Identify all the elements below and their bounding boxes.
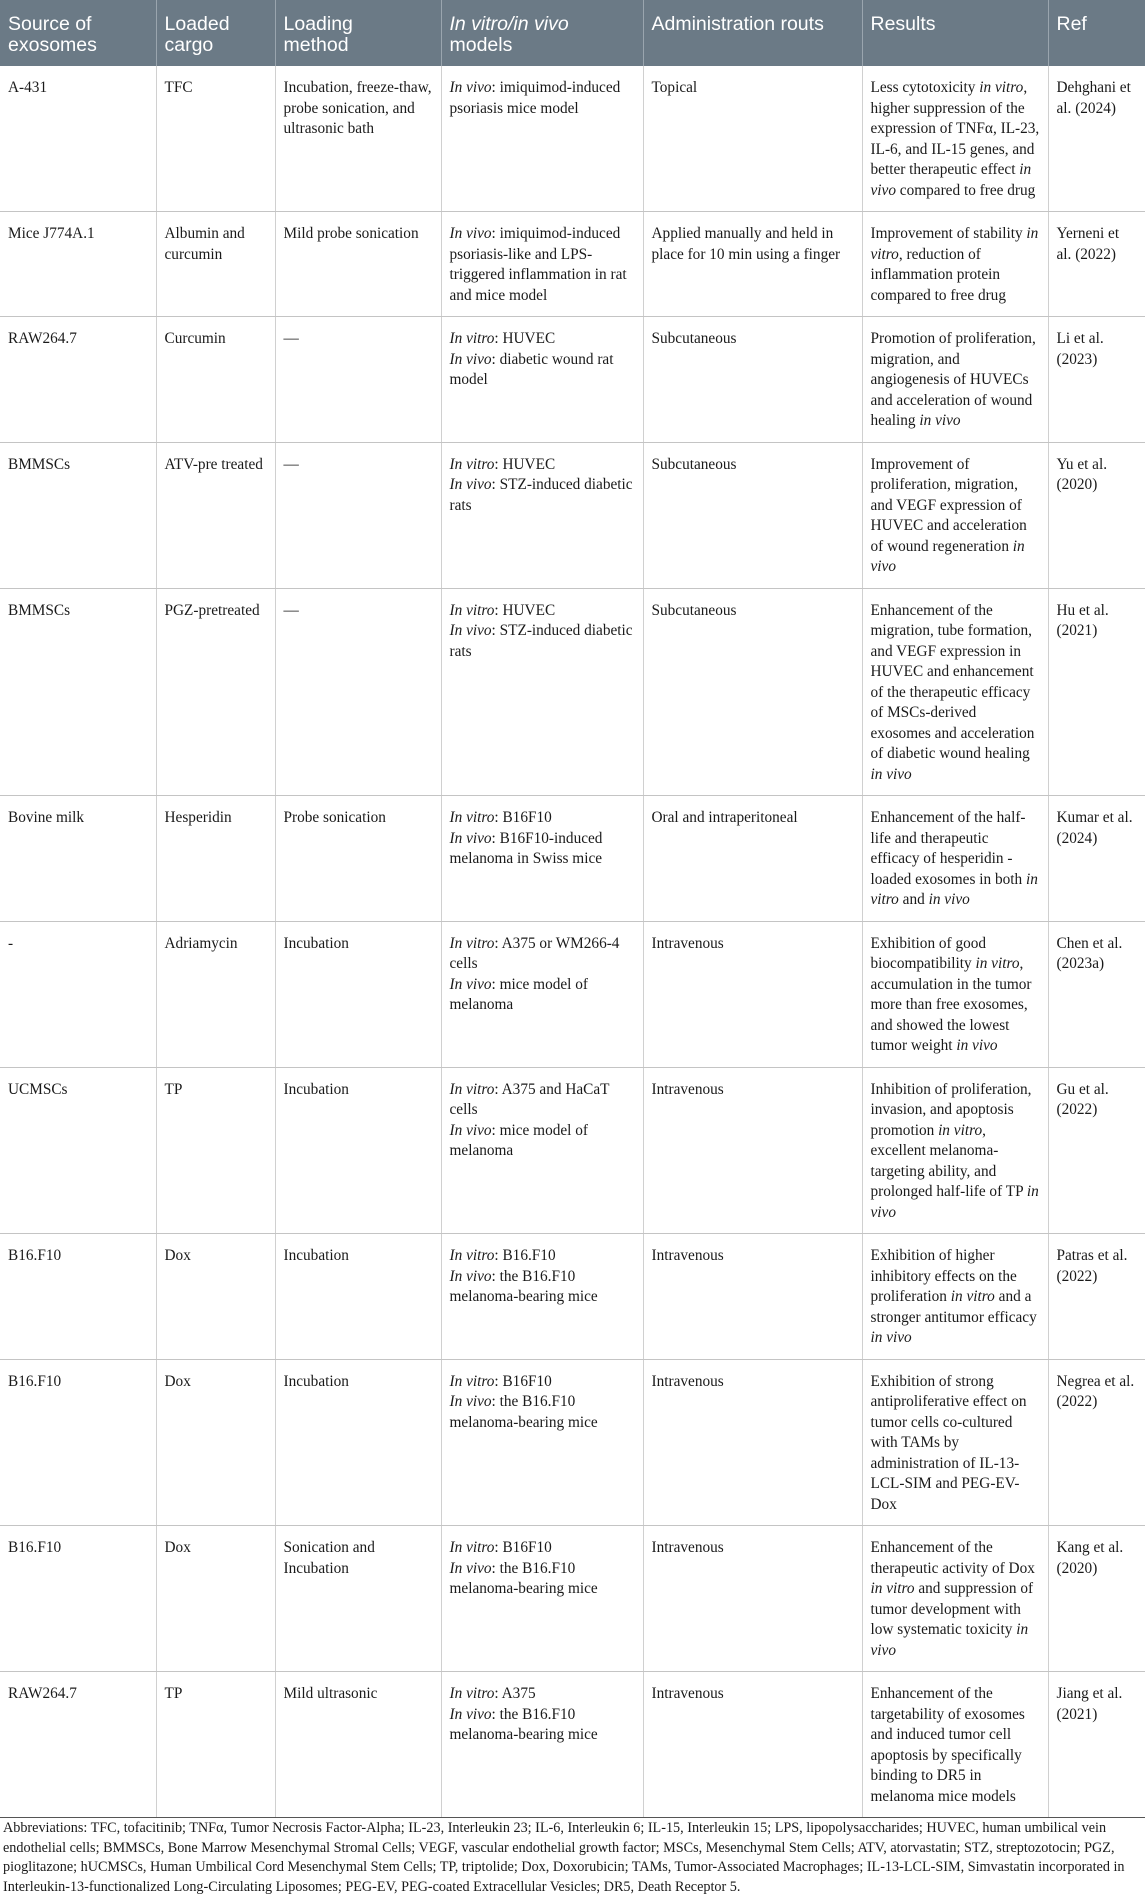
cell-ref: Negrea et al. (2022): [1048, 1359, 1145, 1526]
cell-route: Intravenous: [643, 1526, 862, 1672]
model-entry: [450, 1080, 635, 1121]
model-text: : the B16.F10 melanoma-bearing mice: [449, 1267, 598, 1305]
model-label: In vitro: [449, 601, 495, 619]
cell-results: [862, 796, 1048, 922]
model-entry: [450, 1246, 635, 1267]
cell-ref: Dehghani et al. (2024): [1048, 66, 1145, 212]
header-method-line1: Loading: [283, 13, 353, 35]
table-row: [0, 1234, 1145, 1360]
results-segment: Improvement of proliferation, migration, and VEGF expression of HUVEC and acceleration of wound regeneration: [870, 455, 1027, 555]
results-segment: in vivo: [870, 537, 1025, 575]
cell-cargo: PGZ-pretreated: [156, 588, 275, 796]
results-segment: in vivo: [870, 1183, 1039, 1221]
table-row: [0, 1359, 1145, 1526]
results-segment: Enhancement of the targetability of exosomes and induced tumor cell apoptosis by specifically binding to DR5 in melanoma mice models: [870, 1685, 1025, 1805]
results-segment: , reduction of inflammation protein compared to free drug: [870, 245, 1006, 304]
model-entry: [450, 329, 635, 350]
cell-route: Topical: [643, 66, 862, 212]
cell-method: Sonication and Incubation: [275, 1526, 441, 1672]
cell-cargo: ATV-pre treated: [156, 442, 275, 588]
cell-route: Subcutaneous: [643, 442, 862, 588]
table-body: [0, 66, 1145, 1818]
cell-ref: Yu et al. (2020): [1048, 442, 1145, 588]
model-label: In vivo: [449, 1121, 492, 1139]
cell-results: [862, 1672, 1048, 1818]
model-text: : HUVEC: [494, 330, 556, 347]
results-segment: in vivo: [870, 1621, 1029, 1659]
cell-models: [441, 317, 643, 443]
results-segment: in vitro: [950, 1288, 995, 1305]
results-segment: Exhibition of good biocompatibility: [870, 934, 987, 972]
model-text: : A375: [494, 1685, 536, 1702]
cell-source: Bovine milk: [0, 796, 156, 922]
results-segment: Improvement of stability: [870, 225, 1027, 242]
results-segment: Enhancement of the migration, tube formation, and VEGF expression in HUVEC and enhancement of the therapeutic efficacy of MSCs-derived exosomes and acceleration of diabetic wound healing: [870, 601, 1035, 762]
header-cargo-line1: Loaded: [164, 13, 230, 35]
cell-results: [862, 921, 1048, 1067]
cell-cargo: TP: [156, 1067, 275, 1234]
cell-models: [441, 1526, 643, 1672]
model-label: In vivo: [449, 1705, 492, 1723]
results-segment: , accumulation in the tumor more than free exosomes, and showed the lowest tumor weight: [870, 955, 1032, 1054]
model-label: In vivo: [449, 829, 492, 847]
model-text: : imiquimod-induced psoriasis-like and LPS-triggered inflammation in rat and mice model: [449, 225, 627, 304]
model-entry: [450, 1392, 635, 1433]
cell-method: Incubation: [275, 1359, 441, 1526]
cell-results: [862, 317, 1048, 443]
model-entry: [450, 601, 635, 622]
model-text: : B16F10-induced melanoma in Swiss mice: [449, 829, 603, 867]
cell-ref: Jiang et al. (2021): [1048, 1672, 1145, 1818]
results-segment: in vitro: [975, 955, 1020, 972]
model-entry: [450, 224, 635, 306]
header-results-line1: Results: [870, 13, 936, 35]
cell-models: [441, 1234, 643, 1360]
cell-method: —: [275, 588, 441, 796]
results-segment: in vitro: [870, 1580, 915, 1597]
cell-models: [441, 588, 643, 796]
results-segment: in vitro: [870, 870, 1038, 908]
model-label: In vivo: [449, 225, 492, 242]
results-segment: and a stronger antitumor efficacy: [870, 1288, 1037, 1326]
results-segment: in vivo: [956, 1037, 998, 1054]
model-entry: [450, 934, 635, 975]
header-cargo: [156, 0, 275, 66]
table-row: [0, 442, 1145, 588]
header-source-line2: exosomes: [8, 34, 97, 56]
header-models-line1: In vitro/in vivo: [449, 13, 569, 35]
table-row: [0, 921, 1145, 1067]
cell-route: Subcutaneous: [643, 317, 862, 443]
model-label: In vivo: [449, 1559, 492, 1577]
cell-ref: Hu et al. (2021): [1048, 588, 1145, 796]
cell-source: B16.F10: [0, 1234, 156, 1360]
header-row: [0, 0, 1145, 66]
cell-route: Subcutaneous: [643, 588, 862, 796]
cell-results: [862, 1526, 1048, 1672]
header-method: [275, 0, 441, 66]
cell-source: B16.F10: [0, 1359, 156, 1526]
model-label: In vivo: [449, 350, 492, 368]
header-source-line1: Source of: [8, 13, 92, 35]
cell-source: A-431: [0, 66, 156, 212]
model-text: : imiquimod-induced psoriasis mice model: [449, 79, 621, 117]
model-text: : the B16.F10 melanoma-bearing mice: [449, 1393, 598, 1431]
model-entry: [450, 455, 635, 476]
cell-route: Intravenous: [643, 921, 862, 1067]
cell-route: Oral and intraperitoneal: [643, 796, 862, 922]
cell-method: —: [275, 317, 441, 443]
cell-cargo: Curcumin: [156, 317, 275, 443]
cell-source: B16.F10: [0, 1526, 156, 1672]
cell-ref: Li et al. (2023): [1048, 317, 1145, 443]
header-method-line2: method: [283, 34, 349, 56]
cell-results: [862, 212, 1048, 317]
cell-ref: Yerneni et al. (2022): [1048, 212, 1145, 317]
cell-source: RAW264.7: [0, 1672, 156, 1818]
model-text: : diabetic wound rat model: [449, 350, 614, 388]
model-entry: [450, 975, 635, 1016]
cell-models: [441, 212, 643, 317]
model-entry: [450, 1267, 635, 1308]
results-segment: in vivo: [870, 161, 1032, 199]
model-text: : A375 or WM266-4 cells: [449, 934, 620, 972]
header-route: [643, 0, 862, 66]
table-row: [0, 588, 1145, 796]
results-segment: , excellent melanoma-targeting ability, and prolonged half-life of TP: [870, 1121, 1027, 1200]
cell-route: Intravenous: [643, 1359, 862, 1526]
model-label: In vivo: [449, 79, 492, 96]
results-segment: Less cytotoxicity: [870, 79, 980, 96]
model-text: : STZ-induced diabetic rats: [449, 622, 633, 660]
cell-models: [441, 921, 643, 1067]
cell-cargo: Adriamycin: [156, 921, 275, 1067]
results-segment: in vivo: [870, 765, 912, 783]
cell-method: Mild ultrasonic: [275, 1672, 441, 1818]
cell-models: [441, 1672, 643, 1818]
model-entry: [450, 1705, 635, 1746]
results-segment: compared to free drug: [895, 181, 1036, 199]
header-models: [441, 0, 643, 66]
table-row: [0, 1526, 1145, 1672]
abbreviations-footnote: Abbreviations: TFC, tofacitinib; TNFα, Tumor Necrosis Factor-Alpha; IL-23, Interleukin 23; IL-6, Interleukin 6; IL-15, Interleukin 15; LPS, lipopolysaccharides; HUVEC, human umbilical vein endothelial cells; BMMSCs, Bone Marrow Mesenchymal Stromal Cells; VEGF, vascular endothelial growth factor; MSCs, Mesenchymal Stem Cells; ATV, atorvastatin; STZ, streptozotocin; PGZ, pioglitazone; hUCMSCs, Human Umbilical Cord Mesenchymal Stem Cells; TP, triptolide; Dox, Doxorubicin; TAMs, Tumor-Associated Macrophages; IL-13-LCL-SIM, Simvastatin incorporated in Interleukin-13-functionalized Long-Circulating Liposomes; PEG-EV, PEG-coated Extracellular Vesicles; DR5, Death Receptor 5.: [3, 1820, 1125, 1895]
results-segment: Enhancement of the half-life and therapeutic efficacy of hesperidin -loaded exosomes in both: [870, 809, 1026, 888]
model-label: In vivo: [449, 975, 492, 993]
cell-source: Mice J774A.1: [0, 212, 156, 317]
cell-source: -: [0, 921, 156, 1067]
model-text: : B16F10: [494, 1372, 552, 1390]
cell-cargo: Albumin and curcumin: [156, 212, 275, 317]
cell-method: —: [275, 442, 441, 588]
results-segment: and suppression of tumor development with low systematic toxicity: [870, 1580, 1034, 1638]
model-entry: [450, 475, 635, 516]
model-label: In vitro: [449, 809, 495, 826]
cell-route: Intravenous: [643, 1672, 862, 1818]
cell-results: [862, 588, 1048, 796]
model-label: In vitro: [449, 455, 495, 473]
cell-ref: Chen et al. (2023a): [1048, 921, 1145, 1067]
model-label: In vitro: [449, 1372, 495, 1390]
model-label: In vitro: [449, 330, 495, 347]
cell-ref: Patras et al. (2022): [1048, 1234, 1145, 1360]
cell-results: [862, 66, 1048, 212]
cell-cargo: Dox: [156, 1234, 275, 1360]
model-label: In vitro: [449, 1080, 495, 1098]
cell-source: BMMSCs: [0, 588, 156, 796]
cell-method: Mild probe sonication: [275, 212, 441, 317]
model-entry: [450, 1538, 635, 1559]
model-entry: [450, 829, 635, 870]
cell-cargo: TP: [156, 1672, 275, 1818]
results-segment: in vitro: [938, 1121, 983, 1139]
model-text: : HUVEC: [494, 455, 556, 473]
results-segment: and: [898, 891, 929, 908]
results-segment: , higher suppression of the expression of TNFα, IL-23, IL-6, and IL-15 genes, and better therapeutic effect: [870, 79, 1040, 178]
cell-method: Incubation: [275, 1067, 441, 1234]
cell-ref: Kumar et al. (2024): [1048, 796, 1145, 922]
cell-method: Incubation, freeze-thaw, probe sonication, and ultrasonic bath: [275, 66, 441, 212]
model-label: In vivo: [449, 622, 492, 639]
model-text: : the B16.F10 melanoma-bearing mice: [449, 1559, 598, 1597]
model-text: : STZ-induced diabetic rats: [449, 476, 633, 514]
model-entry: [450, 350, 635, 391]
model-label: In vitro: [449, 1539, 495, 1556]
results-segment: Promotion of proliferation, migration, and angiogenesis of HUVECs and acceleration of wound healing: [870, 330, 1036, 429]
table-row: [0, 317, 1145, 443]
model-text: : B16.F10: [494, 1247, 556, 1264]
cell-models: [441, 1067, 643, 1234]
model-text: : mice model of melanoma: [449, 975, 588, 1013]
model-entry: [450, 1121, 635, 1162]
results-segment: in vivo: [919, 412, 961, 429]
table-row: [0, 212, 1145, 317]
model-entry: [450, 1684, 635, 1705]
cell-results: [862, 1067, 1048, 1234]
cell-source: BMMSCs: [0, 442, 156, 588]
results-segment: Enhancement of the therapeutic activity of Dox: [870, 1539, 1035, 1577]
model-label: In vivo: [449, 476, 492, 493]
cell-cargo: TFC: [156, 66, 275, 212]
table-row: [0, 66, 1145, 212]
model-entry: [450, 1372, 635, 1393]
header-source: [0, 0, 156, 66]
model-text: : B16F10: [494, 809, 552, 826]
cell-results: [862, 442, 1048, 588]
model-entry: [450, 78, 635, 119]
model-entry: [450, 808, 635, 829]
results-segment: Inhibition of proliferation, invasion, and apoptosis promotion: [870, 1080, 1032, 1139]
cell-models: [441, 442, 643, 588]
model-label: In vitro: [449, 934, 495, 952]
cell-models: [441, 1359, 643, 1526]
header-cargo-line2: cargo: [164, 34, 214, 56]
cell-source: RAW264.7: [0, 317, 156, 443]
results-segment: in vitro: [870, 225, 1039, 263]
model-entry: [450, 1559, 635, 1600]
table-row: [0, 1672, 1145, 1818]
header-results: [862, 0, 1048, 66]
table-row: [0, 1067, 1145, 1234]
cell-source: UCMSCs: [0, 1067, 156, 1234]
cell-cargo: Dox: [156, 1526, 275, 1672]
model-text: : HUVEC: [494, 601, 556, 619]
cell-cargo: Hesperidin: [156, 796, 275, 922]
cell-method: Incubation: [275, 1234, 441, 1360]
table-row: [0, 796, 1145, 922]
cell-ref: Kang et al. (2020): [1048, 1526, 1145, 1672]
cell-results: [862, 1359, 1048, 1526]
cell-route: Intravenous: [643, 1234, 862, 1360]
cell-method: Probe sonication: [275, 796, 441, 922]
model-text: : the B16.F10 melanoma-bearing mice: [449, 1705, 598, 1743]
model-label: In vivo: [449, 1267, 492, 1285]
model-label: In vitro: [449, 1247, 495, 1264]
header-ref: [1048, 0, 1145, 66]
cell-cargo: Dox: [156, 1359, 275, 1526]
header-models-line2: models: [449, 34, 513, 56]
results-segment: in vivo: [870, 1329, 912, 1346]
results-segment: Exhibition of higher inhibitory effects on the proliferation: [870, 1247, 1017, 1305]
header-ref-line1: Ref: [1056, 13, 1087, 35]
cell-ref: Gu et al. (2022): [1048, 1067, 1145, 1234]
table-header: [0, 0, 1145, 66]
model-text: : mice model of melanoma: [449, 1121, 588, 1159]
model-entry: [450, 621, 635, 662]
cell-results: [862, 1234, 1048, 1360]
cell-route: Applied manually and held in place for 10 min using a finger: [643, 212, 862, 317]
model-label: In vitro: [449, 1685, 495, 1702]
cell-method: Incubation: [275, 921, 441, 1067]
header-route-line1: Administration routs: [651, 13, 824, 35]
model-text: : A375 and HaCaT cells: [449, 1080, 610, 1118]
cell-models: [441, 796, 643, 922]
model-text: : B16F10: [494, 1539, 552, 1556]
results-segment: Exhibition of strong antiproliferative effect on tumor cells co-cultured with TAMs by administration of IL-13-LCL-SIM and PEG-EV-Dox: [870, 1372, 1027, 1513]
cell-models: [441, 66, 643, 212]
results-segment: in vitro: [979, 79, 1024, 96]
cell-route: Intravenous: [643, 1067, 862, 1234]
model-label: In vivo: [449, 1393, 492, 1410]
results-segment: in vivo: [928, 891, 970, 908]
